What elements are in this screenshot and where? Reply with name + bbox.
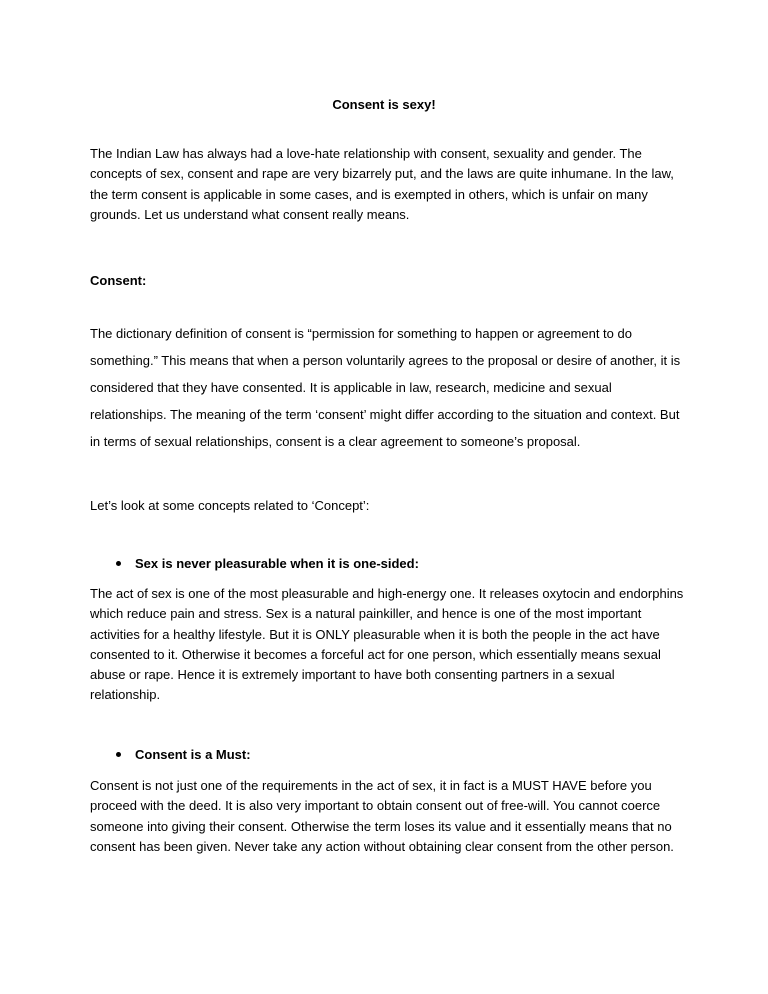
definition-paragraph: The dictionary definition of consent is “permission for something to happen or agreement to do something.” This means that when a person voluntarily agrees to the proposal or desire of another, it is considered that they have consented. It is applicable in law, research, medicine and sexual relationships. The meaning of the term ‘consent’ might differ according to the situation and context. But in terms of sexual relationships, consent is a clear agreement to someone’s proposal. — [90, 326, 681, 449]
section-heading-text: Sex is never pleasurable when it is one-sided: — [135, 556, 419, 571]
section-body-one-sided: The act of sex is one of the most pleasurable and high-energy one. It releases oxytocin and endorphins which reduce pain and stress. Sex is a natural painkiller, and hence is one of the most important activities for a healthy lifestyle. But it is ONLY pleasurable when it is both the people in the act have consented to it. Otherwise it becomes a forceful act for one person, which essentially means sexual abuse or rape. Hence it is extremely important to have both consenting partners in a sexual relationship. — [90, 586, 684, 703]
section-body-consent-must: Consent is not just one of the requirements in the act of sex, it in fact is a MUST HAVE before you proceed with the deed. It is also very important to obtain consent out of free-will. You cannot coerce someone into giving their consent. Otherwise the term loses its value and it essentially means that no consent has been given. Never take any action without obtaining clear consent from the other person. — [90, 778, 674, 854]
concepts-intro-paragraph: Let’s look at some concepts related to ‘Concept’: — [90, 498, 370, 513]
document-title: Consent is sexy! — [332, 97, 436, 112]
intro-paragraph: The Indian Law has always had a love-hate relationship with consent, sexuality and gender. The concepts of sex, consent and rape are very bizarrely put, and the laws are quite inhumane. In the law, the term consent is applicable in some cases, and is exempted in others, which is unfair on many grounds. Let us understand what consent really means. — [90, 146, 674, 222]
bullet-icon — [116, 752, 121, 757]
consent-heading: Consent: — [90, 273, 147, 288]
section-heading-one-sided — [116, 554, 419, 574]
section-heading-consent-must — [116, 745, 251, 765]
section-heading-text: Consent is a Must: — [135, 747, 251, 762]
bullet-icon — [116, 561, 121, 566]
